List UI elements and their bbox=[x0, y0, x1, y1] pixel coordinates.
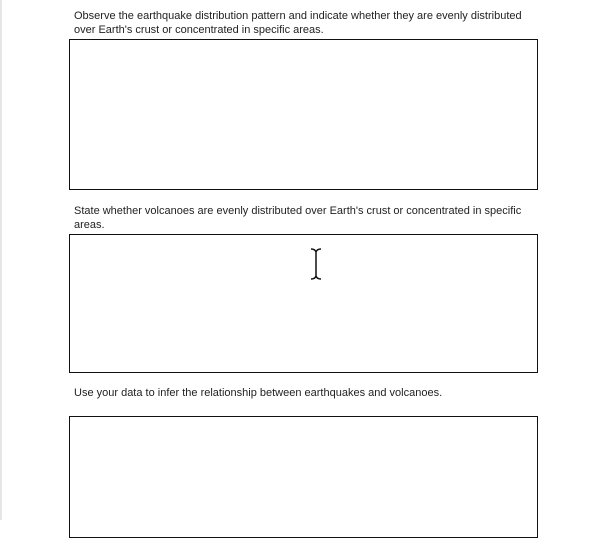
text-cursor-icon bbox=[308, 248, 324, 280]
page-edge bbox=[0, 0, 2, 520]
question-2-prompt: State whether volcanoes are evenly distributed over Earth's crust or concentrated in specific areas. bbox=[74, 205, 522, 231]
question-2-answer-box[interactable] bbox=[69, 234, 538, 373]
question-1-prompt: Observe the earthquake distribution pattern and indicate whether they are evenly distributed over Earth's crust or concentrated in specific areas. bbox=[74, 10, 522, 36]
question-3-prompt: Use your data to infer the relationship between earthquakes and volcanoes. bbox=[74, 387, 443, 399]
question-1-answer-box[interactable] bbox=[69, 39, 538, 190]
